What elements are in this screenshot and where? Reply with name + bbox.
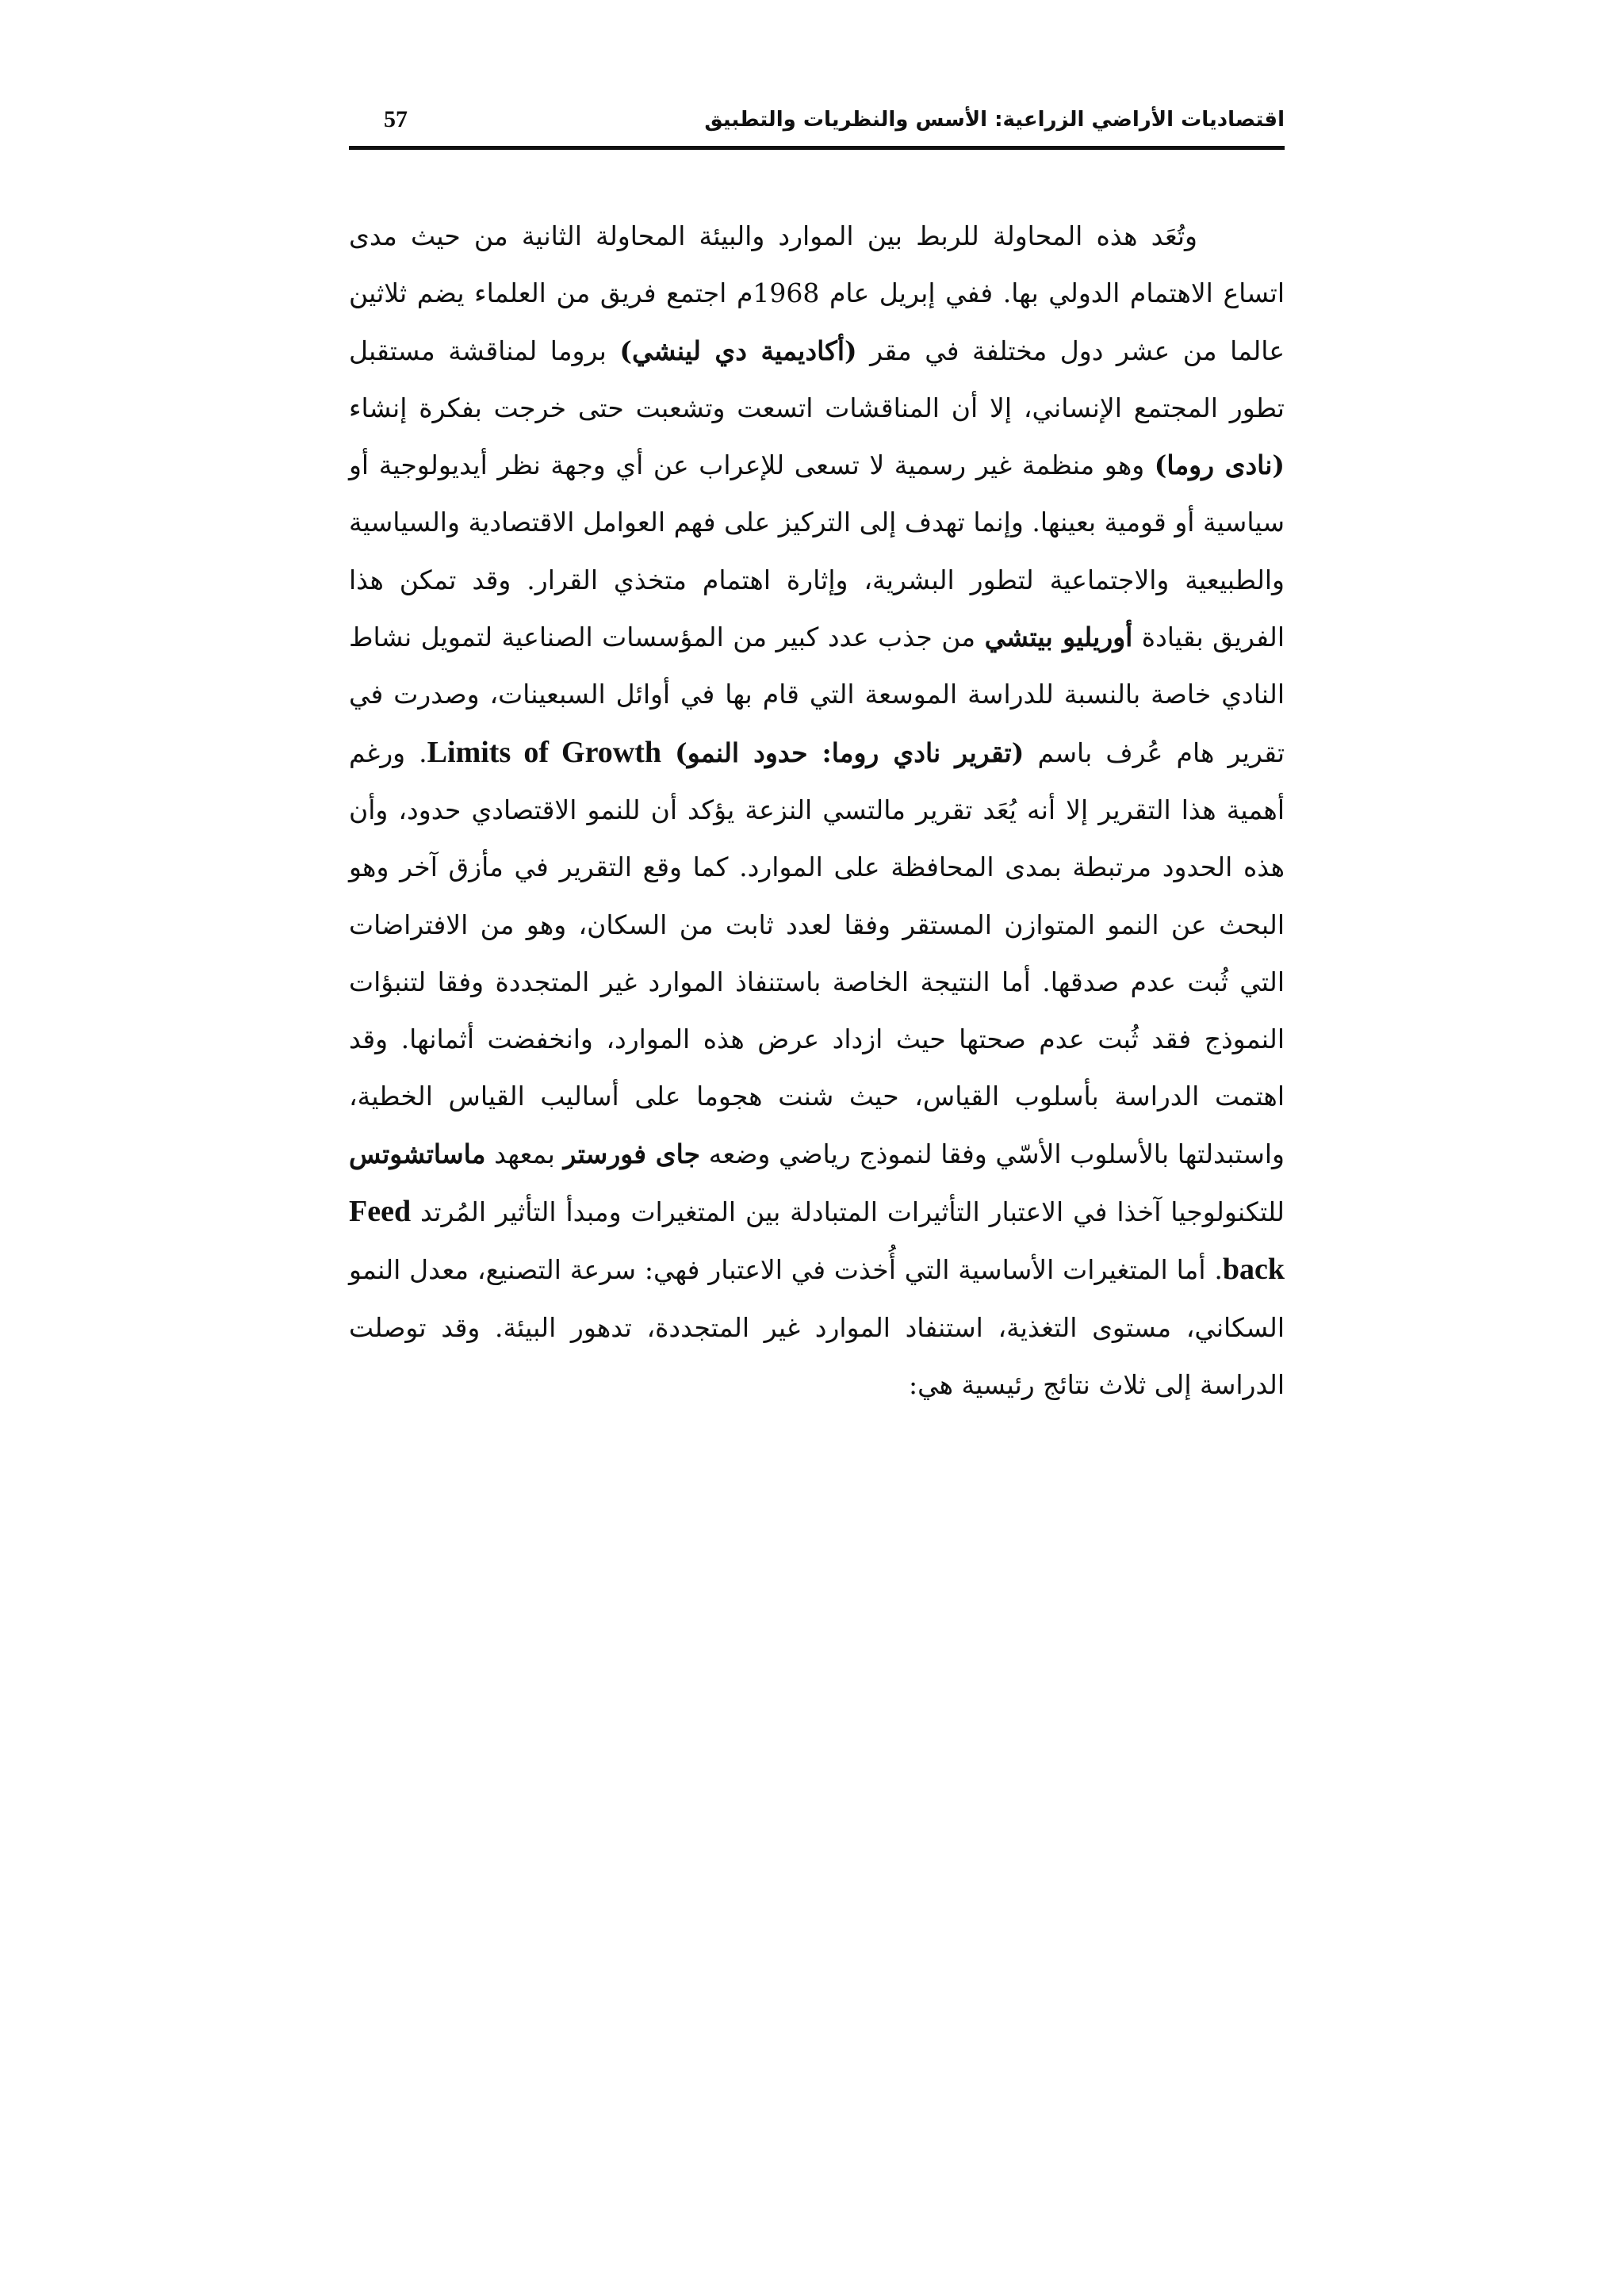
page-header (349, 101, 1285, 149)
text-run: بمعهد (485, 1138, 564, 1169)
latin-term-feed-back: Feed back (349, 1195, 1285, 1287)
header-rule (349, 146, 1285, 150)
page-number: 57 (384, 106, 408, 132)
text-run (661, 737, 675, 768)
body-text (349, 208, 1285, 1414)
bold-term-massachusetts: ماساتشوتس (349, 1138, 486, 1169)
text-run: وهو منظمة غير رسمية لا تسعى للإعراب عن أي وجهة نظر أيديولوجية أو سياسية أو قومية بعينها. وإنما تهدف إلى التركيز على فهم العوامل الاقتصادية والسياسية والطبيعية والاجتماعية لتطور البشرية، وإثارة اهتمام متخذي القرار. وقد تمكن هذا الفريق بقيادة (349, 450, 1285, 653)
body-paragraph (349, 208, 1285, 1414)
bold-term-aurelio-peccei: أوريليو بيتشي (984, 622, 1133, 653)
text-run: . أما المتغيرات الأساسية التي أُخذت في الاعتبار فهي: سرعة التصنيع، معدل النمو السكاني، مستوى التغذية، استنفاد الموارد غير المتجددة، تدهور البيئة. وقد توصلت الدراسة إلى ثلاث نتائج رئيسية هي: (349, 1254, 1285, 1400)
bold-term-report-title: (تقرير نادي روما: حدود النمو) (675, 737, 1025, 768)
bold-term-academy: (أكاديمية دي لينشي) (619, 335, 857, 366)
text-run: من جذب عدد كبير من المؤسسات الصناعية لتمويل نشاط النادي خاصة بالنسبة للدراسة الموسعة التي قام بها في أوائل السبعينات، وصدرت في تقرير هام عُرف باسم (349, 622, 1285, 768)
text-run: بروما لمناقشة مستقبل تطور المجتمع الإنساني، إلا أن المناقشات اتسعت وتشعبت حتى خرجت بفكرة إنشاء (349, 335, 1285, 423)
latin-term-limits-of-growth: Limits of Growth (427, 735, 662, 769)
text-run: للتكنولوجيا آخذا في الاعتبار التأثيرات المتبادلة بين المتغيرات ومبدأ التأثير المُرتد (411, 1196, 1285, 1228)
bold-term-jay-forrester: جاى فورستر (563, 1138, 701, 1169)
running-title: اقتصاديات الأراضي الزراعية: الأسس والنظريات والتطبيق (704, 108, 1285, 132)
bold-term-club-of-rome: (نادى روما) (1154, 450, 1285, 481)
text-run: . ورغم أهمية هذا التقرير إلا أنه يُعَد تقرير مالتسي النزعة يؤكد أن للنمو الاقتصادي حدود، وأن هذه الحدود مرتبطة بمدى المحافظة على الموارد. كما وقع التقرير في مأزق آخر وهو البحث عن النمو المتوازن المستقر وفقا لعدد ثابت من السكان، وهو من الافتراضات التي ثُبت عدم صدقها. أما النتيجة الخاصة باستنفاذ الموارد غير المتجددة وفقا لتنبؤات النموذج فقد ثُبت عدم صحتها حيث ازداد عرض هذه الموارد، وانخفضت أثمانها. وقد اهتمت الدراسة بأسلوب القياس، حيث شنت هجوما على أساليب القياس الخطية، واستبدلتها بالأسلوب الأسّي وفقا لنموذج رياضي وضعه (349, 737, 1285, 1169)
text-run: وتُعَد هذه المحاولة للربط بين الموارد والبيئة المحاولة الثانية من حيث مدى اتساع الاهتمام الدولي بها. ففي إبريل عام 1968م اجتمع فريق من العلماء يضم ثلاثين عالما من عشر دول مختلفة في مقر (349, 220, 1285, 366)
